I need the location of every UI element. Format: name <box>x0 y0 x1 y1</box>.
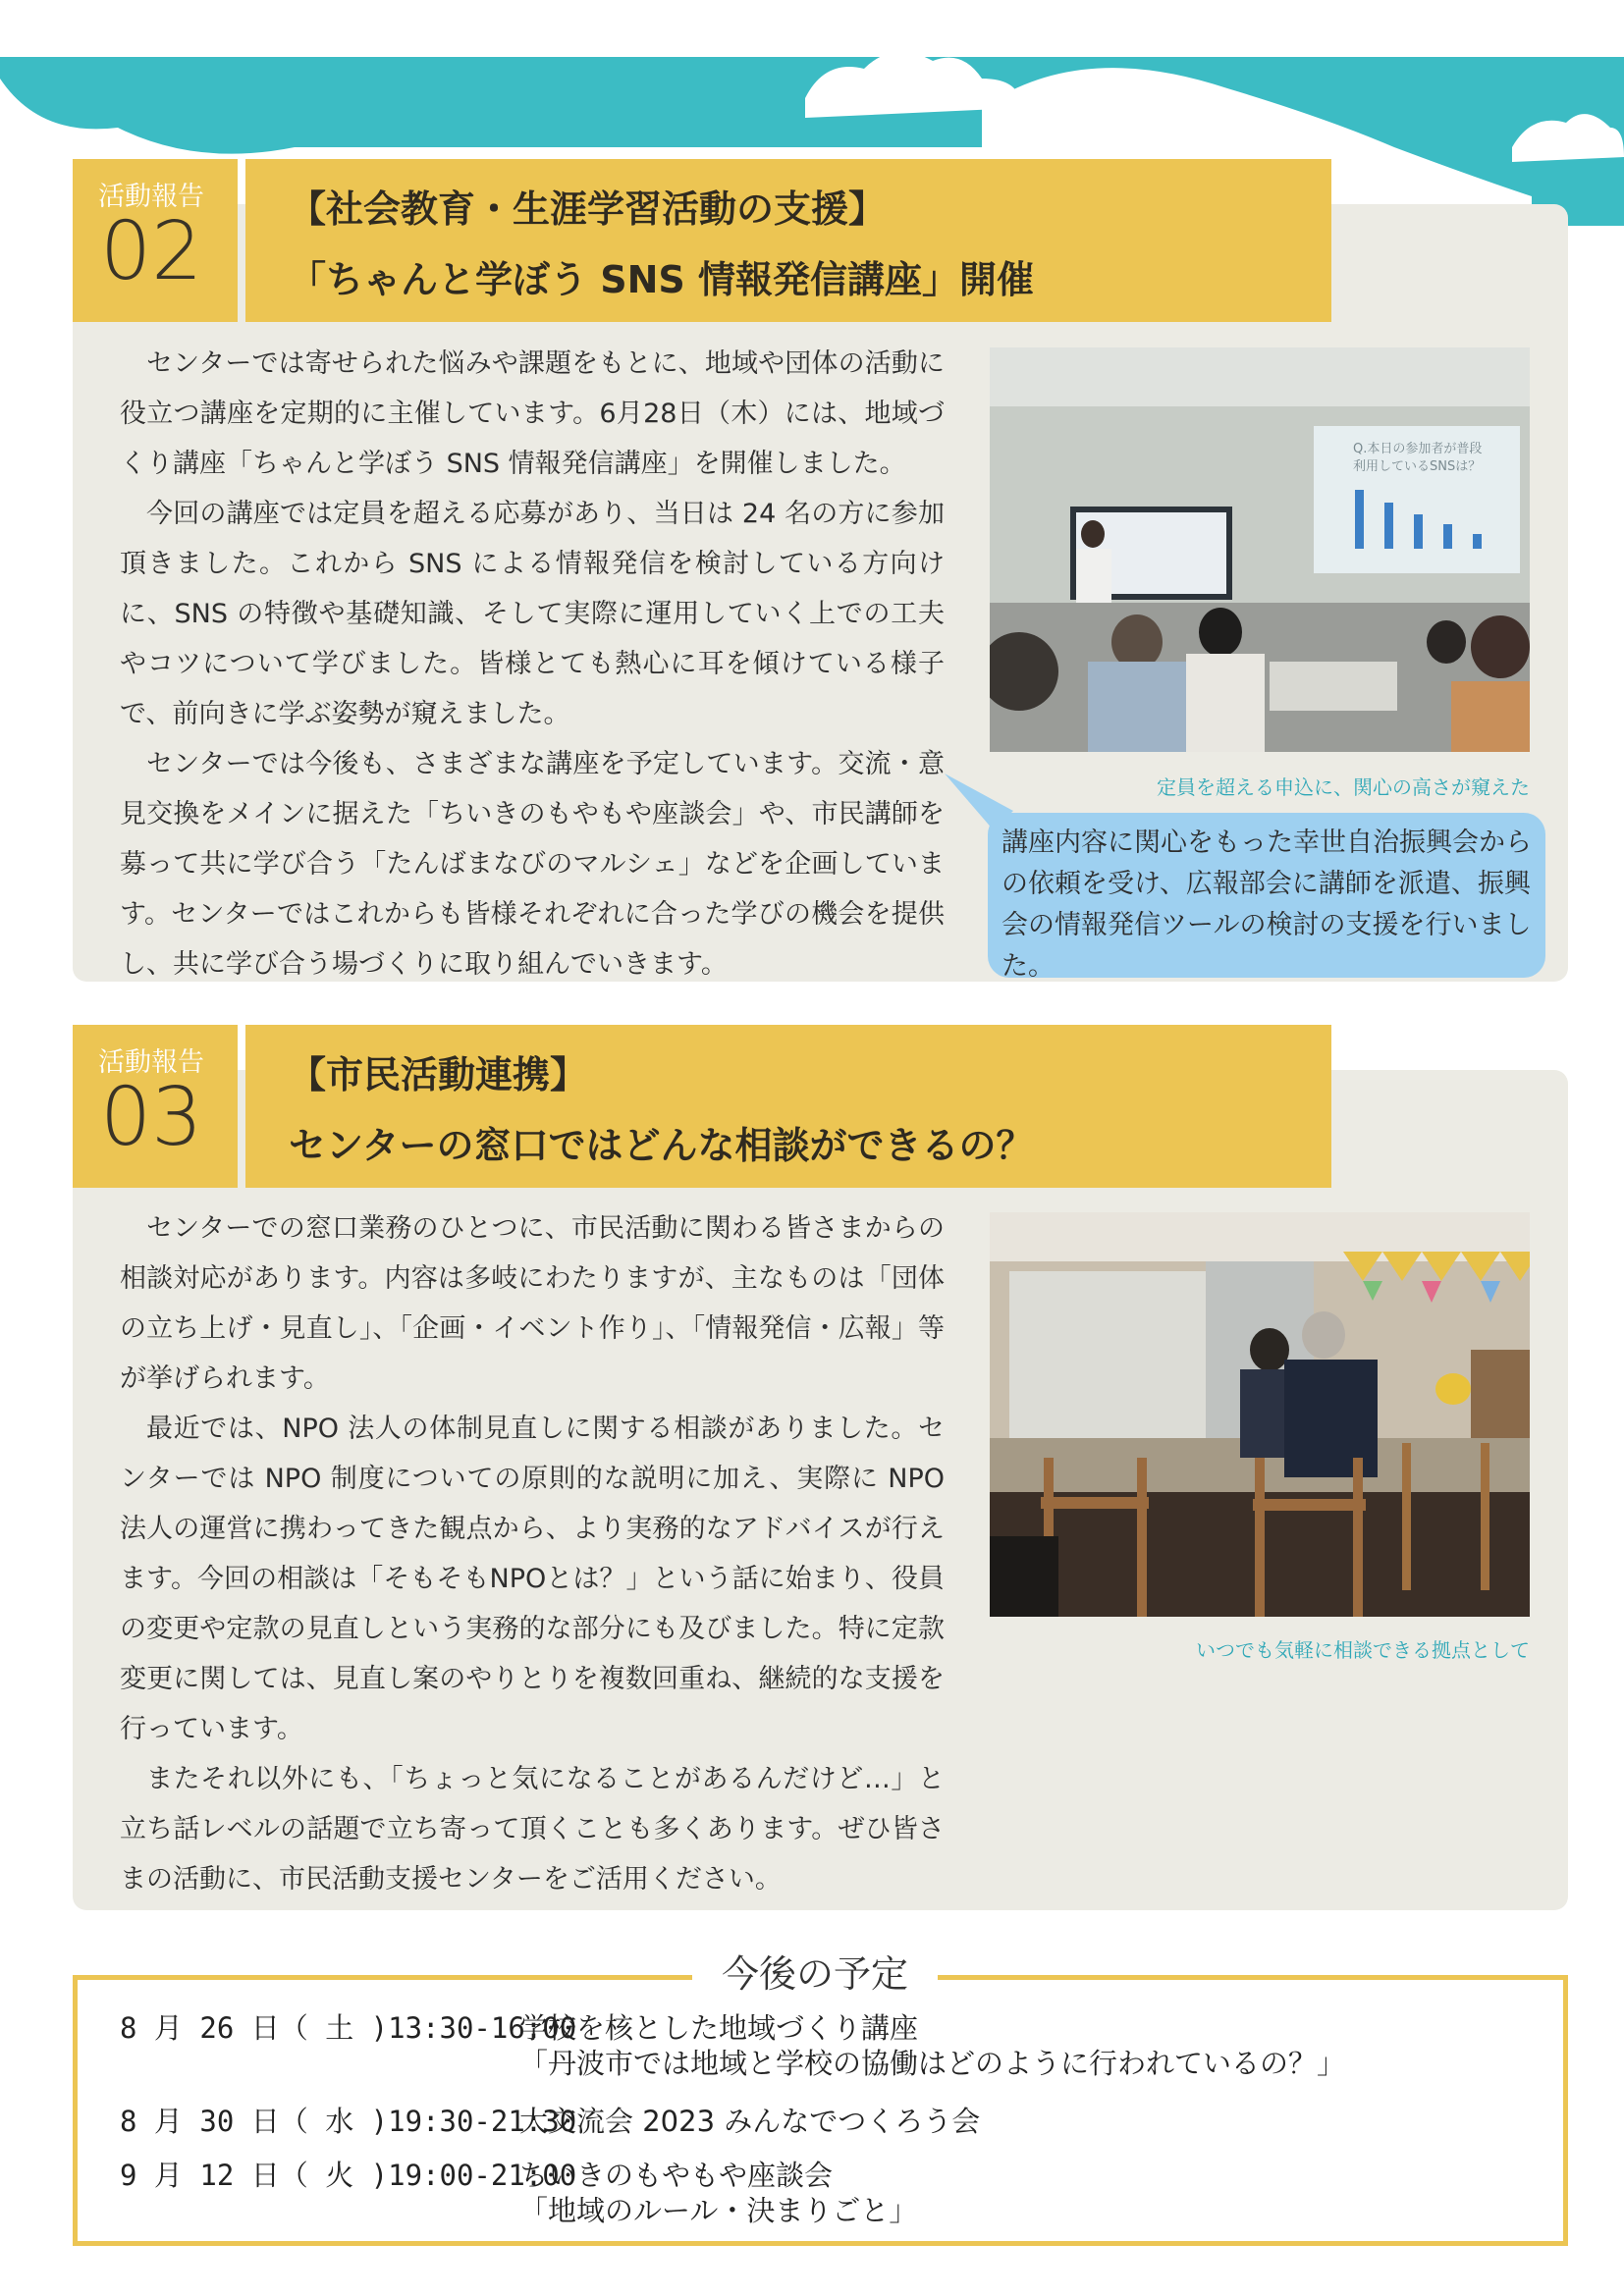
event-title: 学校を核とした地域づくり講座 <box>519 2011 919 2045</box>
schedule-event <box>120 2010 1534 2081</box>
report02-number: 02 <box>100 205 203 298</box>
report03-body <box>120 1203 945 1904</box>
event-date: 8 月 26 日（ 土 )13:30-16:00 <box>120 2011 577 2045</box>
report03-paragraph: センターでの窓口業務のひとつに、市民活動に関わる皆さまからの相談対応があります。内容は多岐にわたりますが、主なものは「団体の立ち上げ・見直し」、「企画・イベント作り」、「情報発信・広報」等が挙げられます。 <box>120 1213 945 1394</box>
report02-body <box>120 339 945 989</box>
schedule-title: 今後の予定 <box>692 1944 938 1998</box>
report03-heading-line1: 【市民活動連携】 <box>289 1053 588 1096</box>
report02-heading-bar <box>245 159 1331 322</box>
event-date: 9 月 12 日（ 火 )19:00-21:00 <box>120 2159 577 2192</box>
event-date: 8 月 30 日（ 水 )19:30-21:30 <box>120 2105 577 2138</box>
report03-number: 03 <box>100 1071 203 1164</box>
report03-number-badge <box>73 1025 238 1188</box>
report03-heading-bar <box>245 1025 1331 1188</box>
report03-paragraph: またそれ以外にも、「ちょっと気になることがあるんだけど…」と立ち話レベルの話題で立ち寄って頂くことも多くあります。ぜひ皆さまの活動に、市民活動支援センターをご活用ください。 <box>120 1764 945 1895</box>
report03-photo-caption: いつでも気軽に相談できる拠点として <box>1196 1638 1530 1662</box>
report03-label: 活動報告 <box>98 1047 204 1078</box>
report02-number-badge <box>73 159 238 322</box>
report02-heading-line2: 「ちゃんと学ぼう SNS 情報発信講座」開催 <box>289 258 1034 301</box>
report02-speech-bubble: 講座内容に関心をもった幸世自治振興会からの依頼を受け、広報部会に講師を派遣、振興会の情報発信ツールの検討の支援を行いました。 <box>988 813 1545 978</box>
schedule-event <box>120 2158 1534 2228</box>
schedule-event <box>120 2104 1534 2139</box>
report02-paragraph: センターでは寄せられた悩みや課題をもとに、地域や団体の活動に役立つ講座を定期的に主催しています。6月28日（木）には、地域づくり講座「ちゃんと学ぼう SNS 情報発信講座」を開催しました。 <box>120 348 945 479</box>
event-title: 大交流会 2023 みんなでつくろう会 <box>519 2105 981 2138</box>
event-subtitle: 「丹波市では地域と学校の協働はどのように行われているの？」 <box>519 2047 1346 2080</box>
report03-heading-line2: センターの窓口ではどんな相談ができるの？ <box>289 1124 1034 1167</box>
report02-photo-caption: 定員を超える申込に、関心の高さが窺えた <box>1157 775 1530 799</box>
report02-paragraph: センターでは今後も、さまざまな講座を予定しています。交流・意見交換をメインに据えた「ちいきのもやもや座談会」や、市民講師を募って共に学び合う「たんばまなびのマルシェ」などを企画しています。センターではこれからも皆様それぞれに合った学びの機会を提供し、共に学び合う場づくりに取り組んでいきます。 <box>120 749 945 980</box>
screen-text-line1: Q.本日の参加者が普段 <box>1353 442 1483 456</box>
screen-text-line2: 利用しているSNSは？ <box>1353 459 1482 474</box>
report02-label: 活動報告 <box>98 182 204 212</box>
report02-paragraph: 今回の講座では定員を超える応募があり、当日は 24 名の方に参加頂きました。これから SNS による情報発信を検討している方向けに、SNS の特徴や基礎知識、そして実際に運用していく上での工夫やコツについて学びました。皆様とても熱心に耳を傾けている様子で、前向きに学ぶ姿勢が窺えました。 <box>120 499 945 729</box>
report02-heading-line1: 【社会教育・生涯学習活動の支援】 <box>289 187 887 231</box>
event-title: ちいきのもやもや座談会 <box>519 2159 834 2192</box>
report02-seminar-photo <box>990 347 1530 752</box>
event-subtitle: 「地域のルール・決まりごと」 <box>519 2194 918 2227</box>
report03-counter-photo <box>990 1212 1530 1617</box>
report03-paragraph: 最近では、NPO 法人の体制見直しに関する相談がありました。センターでは NPO 制度についての原則的な説明に加え、実際に NPO 法人の運営に携わってきた観点から、より実務的なアドバイスが行えます。今回の相談は「そもそもNPOとは？」という話に始まり、役員の変更や定款の見直しという実務的な部分にも及びました。特に定款変更に関しては、見直し案のやりとりを複数回重ね、継続的な支援を行っています。 <box>120 1414 945 1744</box>
